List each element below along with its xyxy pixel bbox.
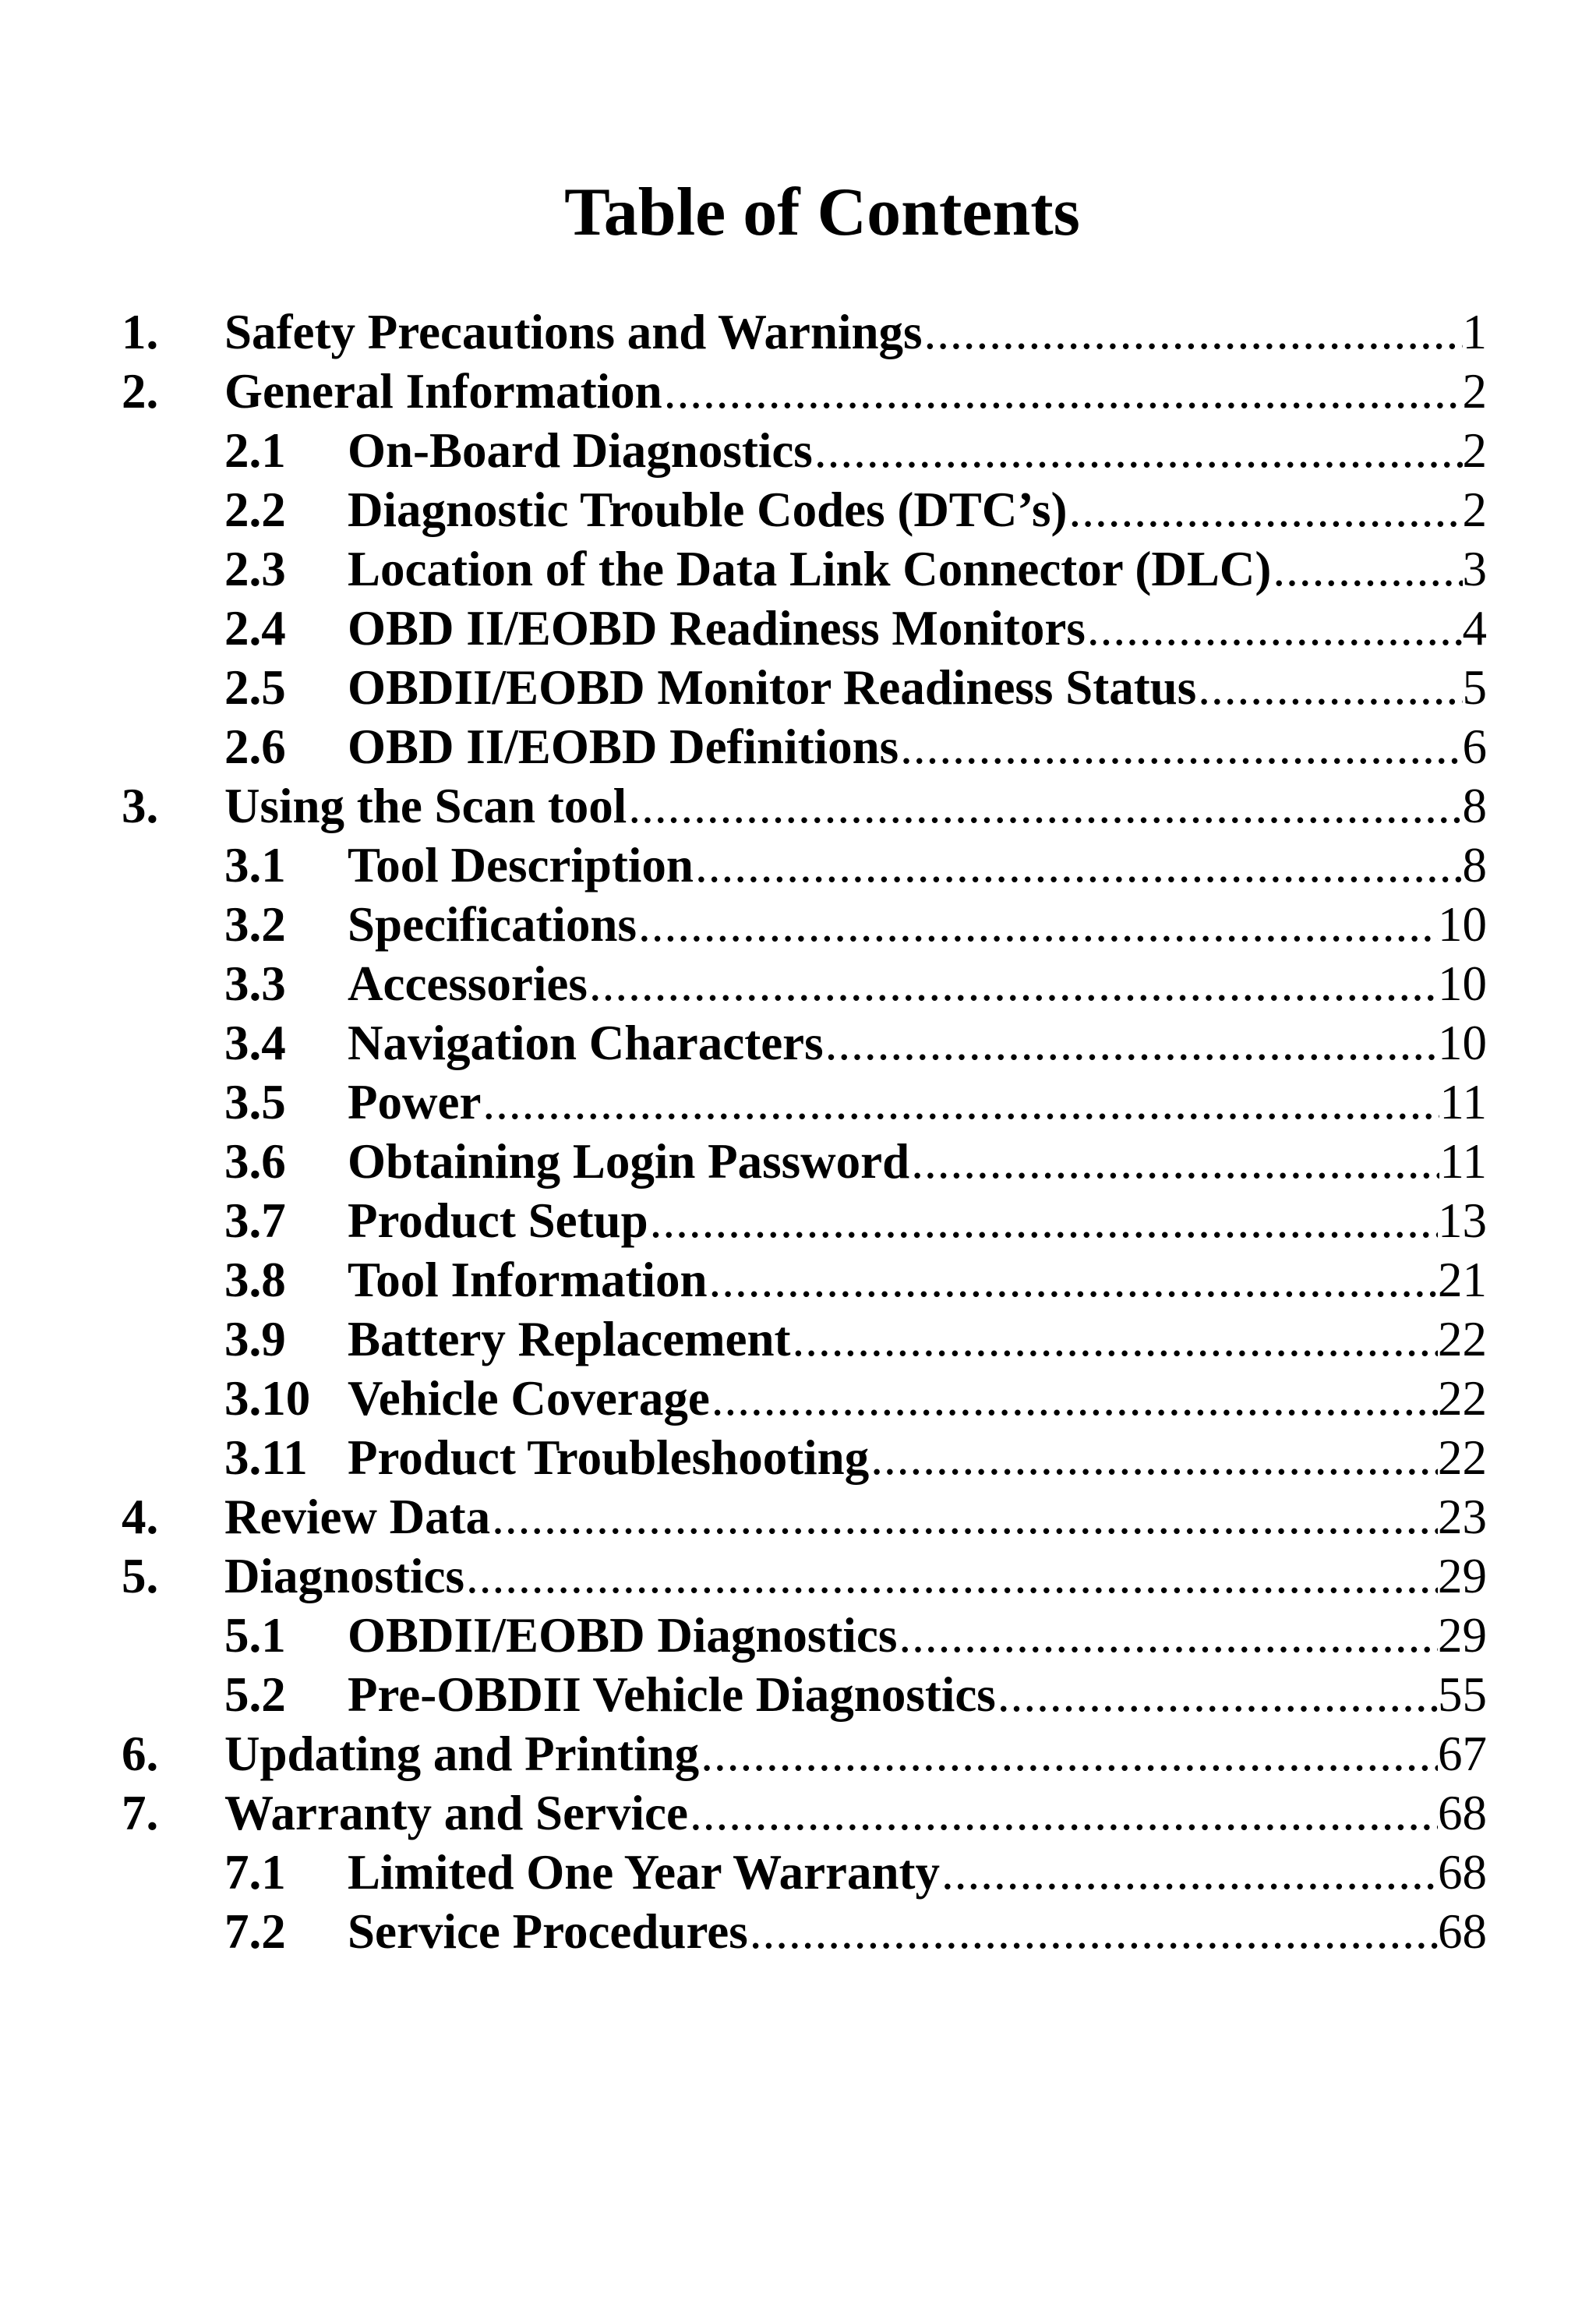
toc-entry-page-number: 2 <box>1462 364 1487 419</box>
toc-entry-number: 3.4 <box>224 1016 286 1070</box>
toc-entry-page-number: 68 <box>1438 1845 1487 1900</box>
toc-section-entry[interactable] <box>122 1487 1487 1546</box>
toc-entry-title: General Information <box>224 364 662 419</box>
toc-entry-number: 7. <box>122 1786 159 1840</box>
toc-entry-number: 3.8 <box>224 1253 286 1307</box>
dot-leader <box>1067 480 1462 539</box>
toc-entry-number: 2.1 <box>224 423 286 478</box>
toc-entry-number: 3.6 <box>224 1134 286 1189</box>
dot-leader <box>708 1250 1439 1310</box>
toc-entry-line <box>348 717 1487 776</box>
page-title: Table of Contents <box>564 175 1080 250</box>
toc-entry-line <box>348 1132 1487 1191</box>
dot-leader <box>627 776 1462 836</box>
toc-entry-title: Battery Replacement <box>348 1312 791 1366</box>
toc-entry-title: Safety Precautions and Warnings <box>224 305 923 359</box>
toc-entry-title: Tool Description <box>348 838 694 892</box>
toc-entry-page-number: 11 <box>1439 1075 1487 1129</box>
toc-section-entry[interactable] <box>122 1724 1487 1783</box>
toc-entry-page-number: 68 <box>1438 1786 1487 1840</box>
dot-leader <box>909 1132 1439 1191</box>
toc-subsection-entry[interactable] <box>122 539 1487 599</box>
toc-entry-page-number: 67 <box>1438 1727 1487 1781</box>
toc-subsection-entry[interactable] <box>122 599 1487 658</box>
toc-entry-page-number: 68 <box>1438 1904 1487 1959</box>
toc-entry-number: 3.11 <box>224 1430 308 1485</box>
toc-entry-line <box>224 1487 1487 1546</box>
dot-leader <box>869 1428 1438 1487</box>
toc-entry-title: Product Troubleshooting <box>348 1430 870 1485</box>
toc-entry-title: OBD II/EOBD Readiness Monitors <box>348 601 1086 656</box>
toc-entry-page-number: 13 <box>1438 1193 1487 1248</box>
toc-entry-line <box>348 539 1487 599</box>
toc-entry-number: 7.1 <box>224 1845 286 1900</box>
toc-entry-page-number: 2 <box>1462 482 1487 537</box>
toc-subsection-entry[interactable] <box>122 1132 1487 1191</box>
toc-entry-page-number: 29 <box>1438 1608 1487 1663</box>
toc-entry-title: Service Procedures <box>348 1904 748 1959</box>
toc-entry-title: OBDII/EOBD Monitor Readiness Status <box>348 660 1197 715</box>
toc-entry-line <box>348 1310 1487 1369</box>
toc-entry-title: OBD II/EOBD Definitions <box>348 719 899 774</box>
toc-subsection-entry[interactable] <box>122 658 1487 717</box>
toc-entry-title: Specifications <box>348 897 637 952</box>
toc-entry-title: Using the Scan tool <box>224 779 627 833</box>
toc-entry-number: 3.2 <box>224 897 286 952</box>
toc-entry-number: 3.5 <box>224 1075 286 1129</box>
toc-entry-number: 7.2 <box>224 1904 286 1959</box>
toc-entry-page-number: 22 <box>1438 1312 1487 1366</box>
dot-leader <box>588 954 1438 1013</box>
toc-entry-title: Accessories <box>348 956 588 1011</box>
toc-entry-title: Vehicle Coverage <box>348 1371 710 1426</box>
toc-entry-line <box>348 895 1487 954</box>
toc-entry-page-number: 5 <box>1462 660 1487 715</box>
toc-entry-line <box>348 1013 1487 1073</box>
dot-leader <box>996 1665 1438 1724</box>
toc-entry-number: 3.10 <box>224 1371 311 1426</box>
toc-entry-line <box>348 836 1487 895</box>
toc-section-entry[interactable] <box>122 1546 1487 1606</box>
toc-entry-title: OBDII/EOBD Diagnostics <box>348 1608 898 1663</box>
toc-entry-page-number: 8 <box>1462 779 1487 833</box>
toc-entry-page-number: 10 <box>1438 897 1487 952</box>
toc-entry-number: 3.3 <box>224 956 286 1011</box>
toc-entry-number: 2.5 <box>224 660 286 715</box>
toc-entry-page-number: 6 <box>1462 719 1487 774</box>
dot-leader <box>662 362 1463 421</box>
toc-entry-line <box>224 362 1487 421</box>
dot-leader <box>490 1487 1438 1546</box>
dot-leader <box>791 1310 1438 1369</box>
toc-entry-title: Navigation Characters <box>348 1016 824 1070</box>
toc-entry-line <box>224 776 1487 836</box>
dot-leader <box>688 1783 1438 1843</box>
toc-entry-line <box>348 1606 1487 1665</box>
toc-entry-line <box>224 1546 1487 1606</box>
dot-leader <box>694 836 1463 895</box>
toc-entry-title: Warranty and Service <box>224 1786 688 1840</box>
dot-leader <box>481 1073 1439 1132</box>
toc-entry-number: 6. <box>122 1727 159 1781</box>
toc-entry-number: 5.1 <box>224 1608 286 1663</box>
toc-subsection-entry[interactable] <box>122 717 1487 776</box>
toc-subsection-entry[interactable] <box>122 1369 1487 1428</box>
toc-entry-page-number: 23 <box>1438 1490 1487 1544</box>
toc-entry-number: 2.2 <box>224 482 286 537</box>
toc-entry-title: Power <box>348 1075 482 1129</box>
dot-leader <box>1271 539 1462 599</box>
toc-entry-line <box>224 302 1487 362</box>
dot-leader <box>897 1606 1438 1665</box>
toc-subsection-entry[interactable] <box>122 1428 1487 1487</box>
toc-entry-title: Limited One Year Warranty <box>348 1845 941 1900</box>
toc-entry-page-number: 10 <box>1438 1016 1487 1070</box>
toc-entry-title: Updating and Printing <box>224 1727 700 1781</box>
toc-entry-page-number: 3 <box>1462 542 1487 596</box>
toc-entry-number: 5.2 <box>224 1667 286 1722</box>
toc-entry-line <box>348 1073 1487 1132</box>
toc-entry-number: 3.1 <box>224 838 286 892</box>
dot-leader <box>824 1013 1438 1073</box>
toc-subsection-entry[interactable] <box>122 1665 1487 1724</box>
toc-entry-number: 4. <box>122 1490 159 1544</box>
toc-subsection-entry[interactable] <box>122 1073 1487 1132</box>
toc-entry-number: 5. <box>122 1549 159 1603</box>
toc-entry-line <box>348 1428 1487 1487</box>
toc-subsection-entry[interactable] <box>122 1191 1487 1250</box>
toc-entry-line <box>348 599 1487 658</box>
dot-leader <box>813 421 1463 480</box>
toc-entry-page-number: 1 <box>1462 305 1487 359</box>
toc-subsection-entry[interactable] <box>122 1013 1487 1073</box>
toc-section-entry[interactable] <box>122 302 1487 362</box>
dot-leader <box>923 302 1463 362</box>
toc-subsection-entry[interactable] <box>122 1310 1487 1369</box>
dot-leader <box>464 1546 1438 1606</box>
toc-entry-title: Product Setup <box>348 1193 648 1248</box>
toc-subsection-entry[interactable] <box>122 1250 1487 1310</box>
toc-entry-line <box>224 1783 1487 1843</box>
dot-leader <box>748 1902 1438 1961</box>
toc-subsection-entry[interactable] <box>122 1843 1487 1902</box>
toc-entry-line <box>348 1665 1487 1724</box>
toc-entry-number: 2.4 <box>224 601 286 656</box>
dot-leader <box>699 1724 1438 1783</box>
toc-subsection-entry[interactable] <box>122 421 1487 480</box>
toc-entry-page-number: 55 <box>1438 1667 1487 1722</box>
toc-entry-page-number: 11 <box>1439 1134 1487 1189</box>
toc-entry-title: On-Board Diagnostics <box>348 423 813 478</box>
dot-leader <box>648 1191 1438 1250</box>
toc-subsection-entry[interactable] <box>122 480 1487 539</box>
toc-subsection-entry[interactable] <box>122 954 1487 1013</box>
toc-entry-line <box>348 480 1487 539</box>
toc-subsection-entry[interactable] <box>122 1902 1487 1961</box>
toc-entry-number: 2.3 <box>224 542 286 596</box>
dot-leader <box>1196 658 1462 717</box>
dot-leader <box>940 1843 1438 1902</box>
toc-subsection-entry[interactable] <box>122 836 1487 895</box>
dot-leader <box>1086 599 1463 658</box>
toc-entry-title: Tool Information <box>348 1253 708 1307</box>
toc-entry-line <box>348 658 1487 717</box>
toc-entry-line <box>348 1902 1487 1961</box>
toc-entry-page-number: 10 <box>1438 956 1487 1011</box>
toc-entry-page-number: 29 <box>1438 1549 1487 1603</box>
toc-entry-number: 3. <box>122 779 159 833</box>
toc-entry-page-number: 4 <box>1462 601 1487 656</box>
toc-subsection-entry[interactable] <box>122 1606 1487 1665</box>
dot-leader <box>710 1369 1438 1428</box>
toc-entry-title: Obtaining Login Password <box>348 1134 910 1189</box>
toc-entry-line <box>348 1369 1487 1428</box>
toc-entry-page-number: 2 <box>1462 423 1487 478</box>
toc-entry-title: Diagnostics <box>224 1549 465 1603</box>
toc-entry-line <box>348 954 1487 1013</box>
table-of-contents <box>122 302 1487 1961</box>
toc-entry-title: Review Data <box>224 1490 491 1544</box>
toc-entry-line <box>348 1250 1487 1310</box>
toc-entry-number: 3.7 <box>224 1193 286 1248</box>
toc-entry-page-number: 21 <box>1438 1253 1487 1307</box>
toc-section-entry[interactable] <box>122 362 1487 421</box>
toc-entry-line <box>224 1724 1487 1783</box>
toc-entry-line <box>348 421 1487 480</box>
toc-entry-page-number: 8 <box>1462 838 1487 892</box>
toc-entry-number: 2.6 <box>224 719 286 774</box>
toc-entry-number: 2. <box>122 364 159 419</box>
toc-entry-number: 1. <box>122 305 159 359</box>
toc-entry-line <box>348 1191 1487 1250</box>
dot-leader <box>899 717 1462 776</box>
toc-section-entry[interactable] <box>122 1783 1487 1843</box>
toc-entry-page-number: 22 <box>1438 1430 1487 1485</box>
toc-subsection-entry[interactable] <box>122 895 1487 954</box>
toc-entry-line <box>348 1843 1487 1902</box>
toc-entry-title: Location of the Data Link Connector (DLC) <box>348 542 1272 596</box>
toc-entry-title: Pre-OBDII Vehicle Diagnostics <box>348 1667 996 1722</box>
dot-leader <box>637 895 1438 954</box>
toc-entry-title: Diagnostic Trouble Codes (DTC’s) <box>348 482 1068 537</box>
toc-entry-page-number: 22 <box>1438 1371 1487 1426</box>
toc-section-entry[interactable] <box>122 776 1487 836</box>
toc-entry-number: 3.9 <box>224 1312 286 1366</box>
